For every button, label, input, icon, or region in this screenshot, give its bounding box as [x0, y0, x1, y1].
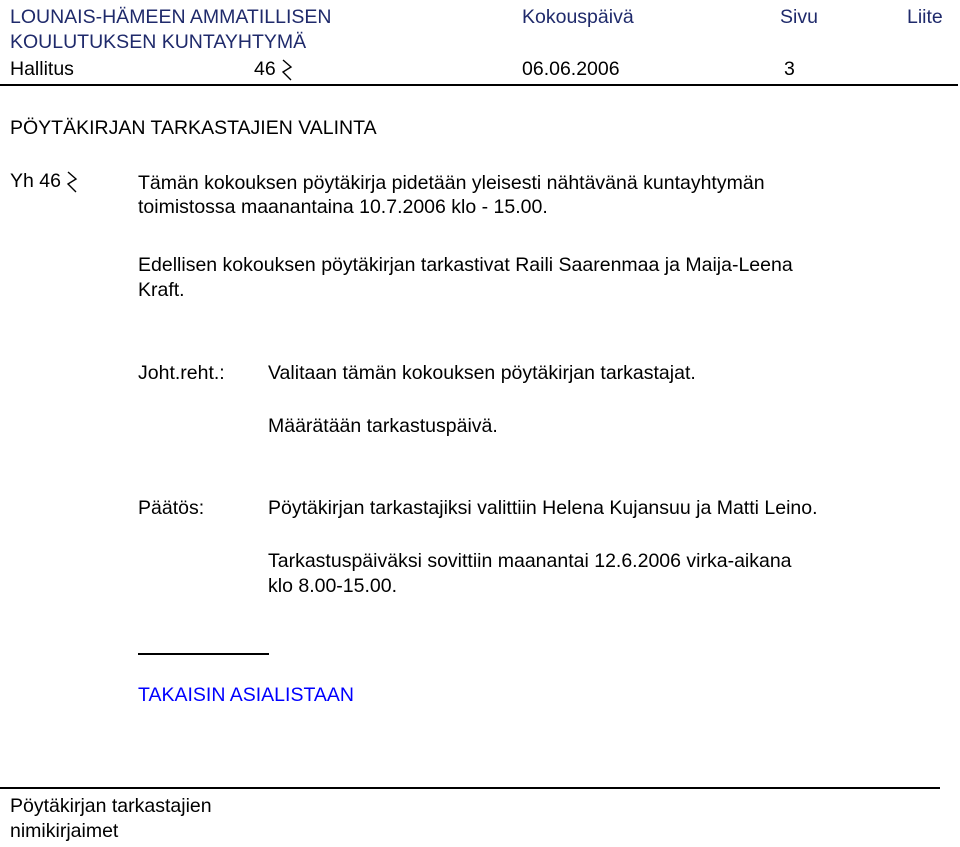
- short-separator: [138, 653, 269, 655]
- proposal-line-2: Määrätään tarkastuspäivä.: [268, 415, 498, 437]
- header-divider: [0, 84, 958, 86]
- page-label: Sivu: [780, 6, 818, 28]
- paragraph-1-line-2: toimistossa maanantaina 10.7.2006 klo - 15.00.: [138, 196, 548, 218]
- page-title: PÖYTÄKIRJAN TARKASTAJIEN VALINTA: [10, 117, 377, 139]
- meeting-date-label: Kokouspäivä: [522, 6, 634, 28]
- footer-divider: [0, 787, 940, 789]
- paragraph-1-line-1: Tämän kokouksen pöytäkirja pidetään yleisesti nähtävänä kuntayhtymän: [138, 172, 765, 194]
- section-sign-icon: [66, 170, 78, 194]
- back-to-agenda-link[interactable]: TAKAISIN ASIALISTAAN: [138, 684, 355, 706]
- paragraph-2-line-1: Edellisen kokouksen pöytäkirjan tarkastivat Raili Saarenmaa ja Maija-Leena: [138, 254, 793, 276]
- page-number: 3: [784, 58, 795, 80]
- paragraph-2-line-2: Kraft.: [138, 279, 185, 301]
- item-label: [10, 170, 78, 194]
- section-sign-icon: [281, 58, 293, 82]
- footer-initials-label-line1: Pöytäkirjan tarkastajien: [10, 795, 212, 817]
- header-section-number: [254, 58, 293, 82]
- decision-line-2: Tarkastuspäiväksi sovittiin maanantai 12.6.2006 virka-aikana: [268, 550, 792, 572]
- body-name: Hallitus: [10, 58, 74, 80]
- proposal-label: Joht.reht.:: [138, 362, 225, 384]
- decision-line-3: klo 8.00-15.00.: [268, 575, 398, 597]
- meeting-date: 06.06.2006: [522, 58, 620, 80]
- decision-label: Päätös:: [138, 497, 205, 519]
- footer-initials-label-line2: nimikirjaimet: [10, 820, 119, 842]
- attachment-label: Liite: [907, 6, 943, 28]
- item-label-text: Yh 46: [10, 170, 61, 192]
- decision-line-1: Pöytäkirjan tarkastajiksi valittiin Helena Kujansuu ja Matti Leino.: [268, 497, 818, 519]
- proposal-line-1: Valitaan tämän kokouksen pöytäkirjan tarkastajat.: [268, 362, 696, 384]
- org-name-line1: LOUNAIS-HÄMEEN AMMATILLISEN: [10, 6, 332, 28]
- header-section-number-text: 46: [254, 58, 276, 80]
- org-name-line2: KOULUTUKSEN KUNTAYHTYMÄ: [10, 31, 307, 53]
